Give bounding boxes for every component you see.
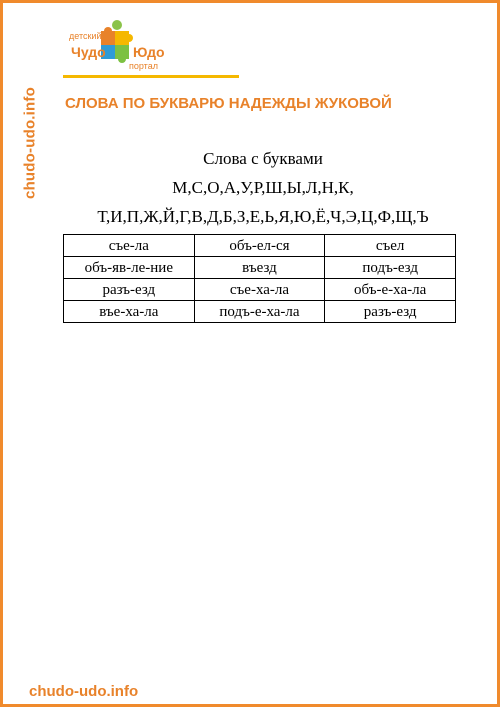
side-watermark: chudo-udo.info — [21, 87, 39, 199]
logo-bottom-word: портал — [129, 61, 158, 71]
table-cell: съе-ха-ла — [194, 279, 325, 301]
letters-line-2: Т,И,П,Ж,Й,Г,В,Д,Б,З,Е,Ь,Я,Ю,Ё,Ч,Э,Ц,Ф,Щ,Ъ — [97, 207, 429, 226]
logo-top-word: детский — [69, 31, 102, 41]
table-cell: подъ-е-ха-ла — [194, 301, 325, 323]
table-cell: объ-е-ха-ла — [325, 279, 456, 301]
table-cell: разъ-езд — [325, 301, 456, 323]
table-row — [64, 301, 456, 323]
logo-word-left: Чудо — [71, 44, 106, 60]
table-cell: въе-ха-ла — [64, 301, 195, 323]
table-cell: разъ-езд — [64, 279, 195, 301]
letters-line-1: М,С,О,А,У,Р,Ш,Ы,Л,Н,К, — [172, 178, 354, 197]
page-title: СЛОВА ПО БУКВАРЮ НАДЕЖДЫ ЖУКОВОЙ — [65, 95, 392, 112]
table-row — [64, 257, 456, 279]
subtitle-line: Слова с буквами — [203, 149, 323, 168]
table-cell: съел — [325, 235, 456, 257]
table-cell: подъ-езд — [325, 257, 456, 279]
table-cell: съе-ла — [64, 235, 195, 257]
header-divider — [63, 75, 239, 78]
table-cell: объ-яв-ле-ние — [64, 257, 195, 279]
words-table — [63, 234, 456, 323]
table-row — [64, 279, 456, 301]
table-row — [64, 235, 456, 257]
table-cell: объ-ел-ся — [194, 235, 325, 257]
logo-word-right: Юдо — [133, 44, 165, 60]
site-logo[interactable] — [69, 17, 179, 75]
footer-link[interactable]: chudo-udo.info — [29, 683, 139, 700]
table-cell: въезд — [194, 257, 325, 279]
